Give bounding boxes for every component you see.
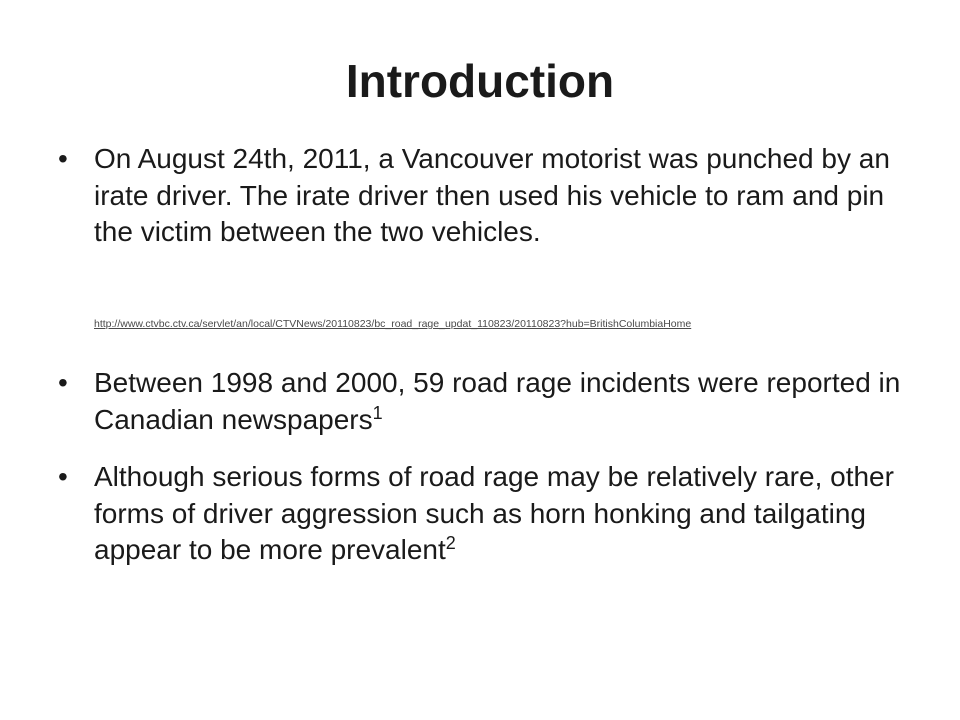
bullet-text-wrapper xyxy=(94,365,908,438)
slide-title: Introduction xyxy=(345,55,615,107)
bullet-text: Between 1998 and 2000, 59 road rage incidents were reported in Canadian newspapers xyxy=(94,367,901,435)
source-link[interactable]: http://www.ctvbc.ctv.ca/servlet/an/local/CTVNews/20110823/bc_road_rage_updat_110823/20110823?hub=BritishColumbiaHome xyxy=(94,318,692,330)
bullet-marker: • xyxy=(58,461,68,492)
bullet-marker: • xyxy=(58,367,68,398)
footnote-marker: 2 xyxy=(445,533,456,553)
bullet-item xyxy=(58,459,908,569)
bullet-text-wrapper xyxy=(94,459,908,569)
footnote-marker: 1 xyxy=(372,402,383,423)
bullet-item xyxy=(58,365,908,438)
bullet-text: Although serious forms of road rage may be relatively rare, other forms of driver aggression such as horn honking and tailgating appear to be more prevalent xyxy=(94,461,894,565)
bullet-item xyxy=(58,141,908,251)
bullet-text: On August 24th, 2011, a Vancouver motorist was punched by an irate driver. The irate driver then used his vehicle to ram and pin the victim between the two vehicles. xyxy=(94,143,890,247)
bullet-marker: • xyxy=(58,143,68,174)
